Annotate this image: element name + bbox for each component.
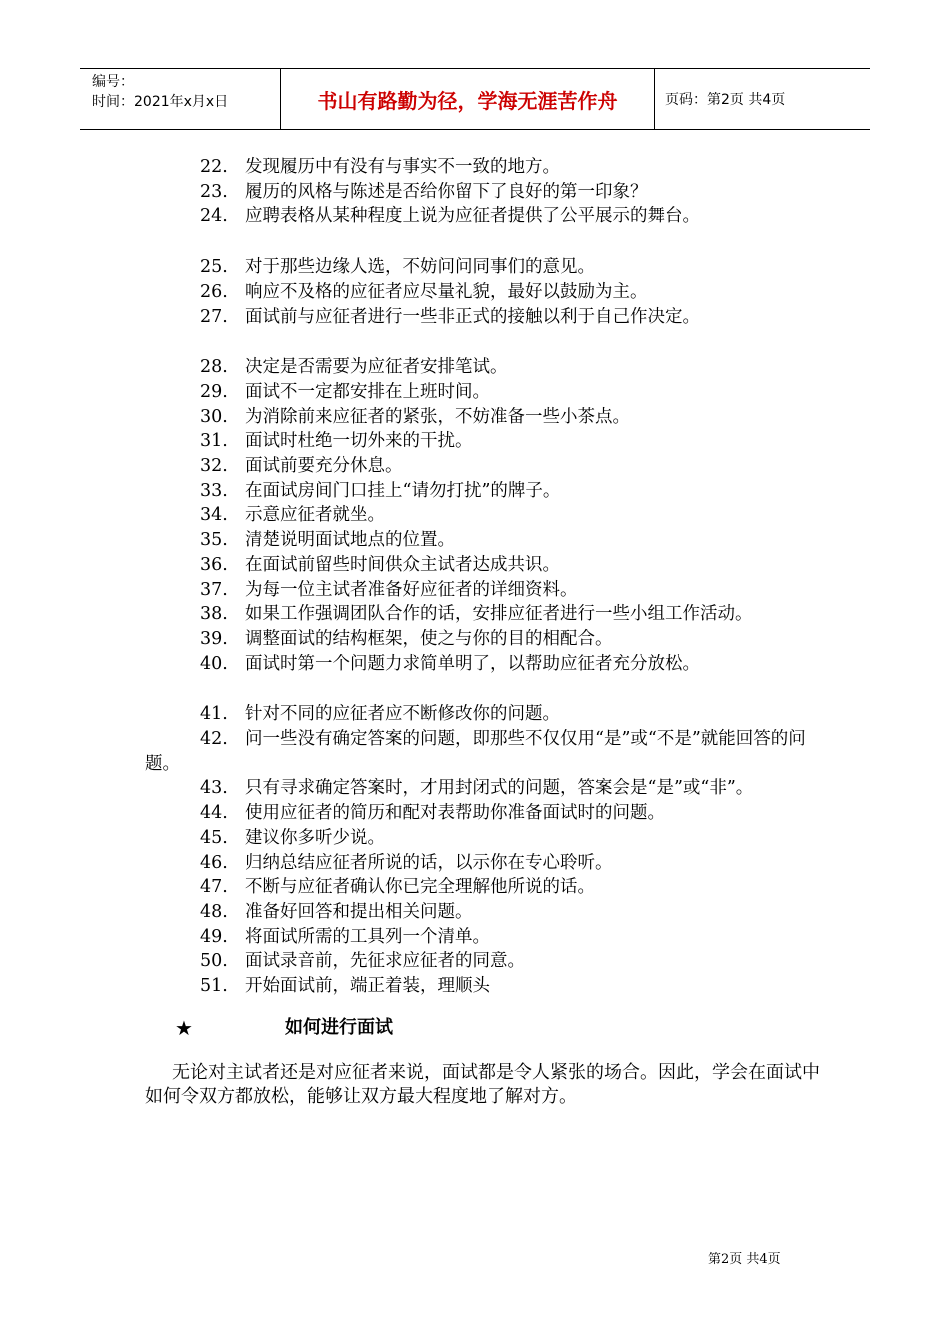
item-number: 45. [200,827,228,848]
item-text: 为消除前来应征者的紧张，不妨准备一些小茶点。 [245,406,630,427]
spacer [145,329,825,355]
item-text: 面试前与应征者进行一些非正式的接触以利于自己作决定。 [245,306,700,327]
item-number: 48. [200,901,228,922]
item-text: 不断与应征者确认你已完全理解他所说的话。 [245,877,595,898]
list-item [145,280,825,305]
item-text: 示意应征者就坐。 [245,505,385,526]
item-number: 28. [200,357,228,378]
item-text: 调整面试的结构框架，使之与你的目的相配合。 [245,628,613,649]
list-item [145,180,825,205]
list-item [145,776,825,801]
list-item [145,727,825,776]
item-text: 归纳总结应征者所说的话，以示你在专心聆听。 [245,852,613,873]
item-text: 为每一位主试者准备好应征者的详细资料。 [245,579,578,600]
list-item [145,826,825,851]
item-number: 40. [200,653,228,674]
list-item [145,851,825,876]
item-number: 35. [200,530,228,551]
list-item [145,553,825,578]
item-text: 建议你多听少说。 [245,827,385,848]
item-text: 如果工作强调团队合作的话，安排应征者进行一些小组工作活动。 [245,604,753,625]
list-item [145,305,825,330]
item-text: 将面试所需的工具列一个清单。 [245,926,490,947]
item-text: 面试录音前，先征求应征者的同意。 [245,951,525,972]
item-text: 准备好回答和提出相关问题。 [245,901,473,922]
time-label: 时间：2021年x月x日 [92,94,229,110]
list-item [145,900,825,925]
item-number: 47. [200,877,228,898]
motto-cell [281,69,655,129]
page-cell [655,69,870,129]
item-text: 应聘表格从某种程度上说为应征者提供了公平展示的舞台。 [245,206,700,227]
list-item [145,875,825,900]
item-text: 履历的风格与陈述是否给你留下了良好的第一印象？ [245,181,648,202]
item-number: 25. [200,257,228,278]
item-text: 清楚说明面试地点的位置。 [245,530,455,551]
body-paragraph: 无论对主试者还是对应征者来说，面试都是令人紧张的场合。因此，学会在面试中如何令双方都放松，能够让双方最大程度地了解对方。 [145,1061,820,1108]
header-table [80,68,870,130]
list-item [145,925,825,950]
spacer [145,676,825,702]
list-item [145,429,825,454]
item-text: 决定是否需要为应征者安排笔试。 [245,357,508,378]
item-number: 44. [200,803,228,824]
list-item [145,652,825,677]
list-item [145,528,825,553]
item-text: 只有寻求确定答案时，才用封闭式的问题，答案会是“是”或“非”。 [245,778,754,799]
list-item [145,204,825,229]
item-text: 问一些没有确定答案的问题，即那些不仅仅用“是”或“不是”就能回答的问题。 [145,729,806,774]
main-content [145,155,825,1110]
item-number: 41. [200,704,228,725]
spacer [145,229,825,255]
item-number: 38. [200,604,228,625]
item-number: 39. [200,628,228,649]
list-item [145,503,825,528]
list-item [145,702,825,727]
item-text: 面试时第一个问题力求简单明了，以帮助应征者充分放松。 [245,653,700,674]
item-number: 23. [200,181,228,202]
motto: 书山有路勤为径，学海无涯苦作舟 [317,88,618,113]
item-number: 46. [200,852,228,873]
item-text: 使用应征者的简历和配对表帮助你准备面试时的问题。 [245,803,665,824]
list-item [145,155,825,180]
item-number: 37. [200,579,228,600]
list-item [145,454,825,479]
item-text: 发现履历中有没有与事实不一致的地方。 [245,157,560,177]
item-text: 开始面试前，端正着装，理顺头 [245,976,490,997]
item-number: 32. [200,456,228,477]
item-number: 27. [200,306,228,327]
list-item [145,405,825,430]
item-number: 26. [200,281,228,302]
section-heading [145,1013,825,1043]
list-item [145,949,825,974]
item-number: 29. [200,381,228,402]
number-label: 编号： [92,74,134,90]
item-text: 在面试前留些时间供众主试者达成共识。 [245,554,560,575]
list-item [145,974,825,999]
list-item [145,380,825,405]
list-item [145,479,825,504]
item-number: 49. [200,926,228,947]
item-text: 针对不同的应征者应不断修改你的问题。 [245,704,560,725]
list-item [145,355,825,380]
item-number: 33. [200,480,228,501]
header-meta-cell [80,69,281,129]
item-number: 51. [200,976,228,997]
item-number: 42. [200,729,228,750]
list-item [145,801,825,826]
item-text: 面试前要充分休息。 [245,456,403,477]
item-text: 在面试房间门口挂上“请勿打扰”的牌子。 [245,480,561,501]
page-label: 页码：第2页 共4页 [665,92,786,108]
item-text: 对于那些边缘人选，不妨问问同事们的意见。 [245,257,595,278]
item-number: 50. [200,951,228,972]
list-item [145,627,825,652]
item-number: 31. [200,431,228,452]
star-icon: ★ [175,1015,193,1040]
list-item [145,602,825,627]
item-number: 34. [200,505,228,526]
list-item [145,255,825,280]
item-number: 30. [200,406,228,427]
item-number: 43. [200,778,228,799]
item-number: 22. [200,157,228,177]
item-text: 面试时杜绝一切外来的干扰。 [245,431,473,452]
item-number: 24. [200,206,228,227]
list-item [145,578,825,603]
section-title: 如何进行面试 [285,1016,393,1038]
page-footer: 第2页 共4页 [708,1252,781,1267]
item-number: 36. [200,554,228,575]
item-text: 响应不及格的应征者应尽量礼貌，最好以鼓励为主。 [245,281,648,302]
item-text: 面试不一定都安排在上班时间。 [245,381,490,402]
